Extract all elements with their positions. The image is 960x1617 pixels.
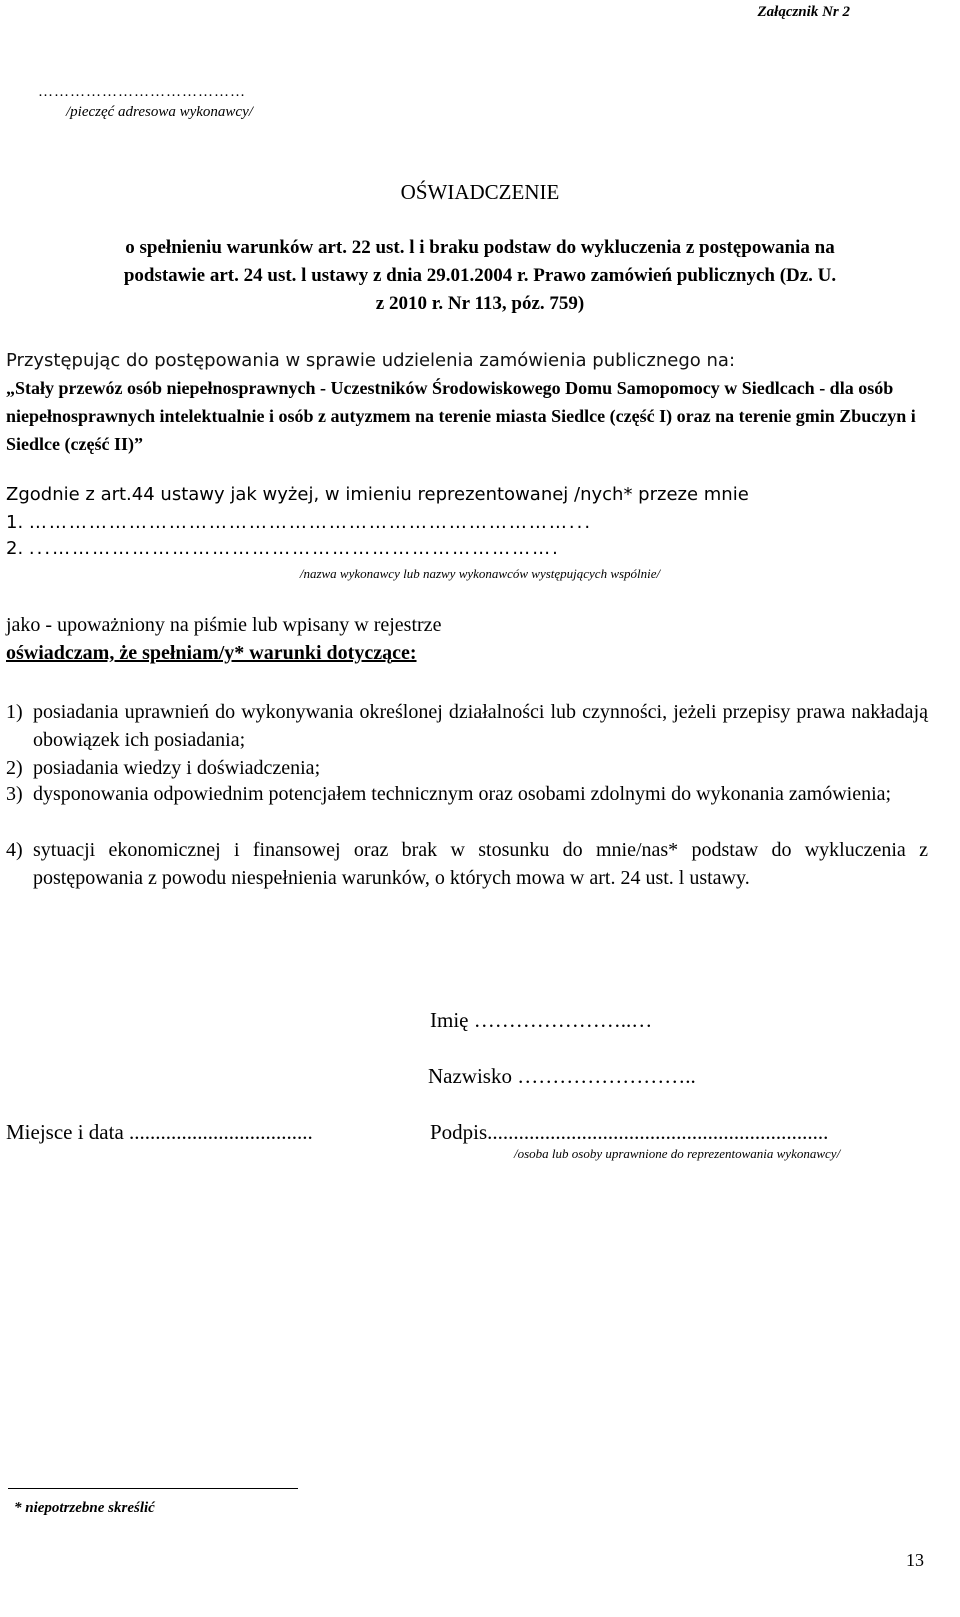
place-date-field: Miejsce i data ................................... bbox=[6, 1120, 313, 1144]
condition-text: dysponowania odpowiednim potencjałem technicznym oraz osobami zdolnymi do wykonania zamówienia; bbox=[33, 783, 892, 805]
condition-text: posiadania wiedzy i doświadczenia; bbox=[33, 757, 321, 779]
contractor-line-1-fill: ………………………………………………………………………... bbox=[28, 512, 593, 533]
intro-text: Przystępując do postępowania w sprawie udzielenia zamówienia publicznego na: bbox=[6, 350, 736, 371]
declaration-heading: oświadczam, że spełniam/y* warunki dotyczące: bbox=[6, 642, 417, 664]
contractor-line-2-number: 2. bbox=[6, 538, 24, 559]
footnote-divider bbox=[8, 1488, 298, 1489]
condition-item bbox=[6, 836, 928, 892]
condition-item bbox=[6, 754, 928, 782]
condition-item bbox=[6, 780, 928, 808]
contractor-line-1-number: 1. bbox=[6, 512, 24, 533]
contractor-line-1 bbox=[6, 512, 592, 533]
condition-text: posiadania uprawnień do wykonywania określonej działalności lub czynności, jeżeli przepisy prawa nakładają obowiązek ich posiadania; bbox=[33, 701, 928, 751]
surname-field: Nazwisko …………………….. bbox=[428, 1064, 696, 1088]
accordance-text: Zgodnie z art.44 ustawy jak wyżej, w imieniu reprezentowanej /nych* przeze mnie bbox=[6, 484, 749, 505]
page-number: 13 bbox=[906, 1550, 924, 1570]
document-subtitle bbox=[0, 234, 960, 318]
condition-number: 2) bbox=[6, 757, 23, 779]
contractor-caption: /nazwa wykonawcy lub nazwy wykonawców występujących wspólnie/ bbox=[299, 566, 661, 581]
condition-item bbox=[6, 698, 928, 754]
condition-number: 1) bbox=[6, 701, 23, 723]
condition-text: sytuacji ekonomicznej i finansowej oraz brak w stosunku do mnie/nas* podstaw do wykluczenia z postępowania z powodu niespełnienia warunków, o których mowa w art. 24 ust. l ustawy. bbox=[33, 839, 928, 889]
contractor-line-2-fill: ...…………………………………………………………………. bbox=[28, 538, 560, 559]
first-name-field: Imię …………………..… bbox=[430, 1008, 653, 1032]
condition-number: 3) bbox=[6, 783, 23, 805]
condition-number: 4) bbox=[6, 839, 23, 861]
document-title: OŚWIADCZENIE bbox=[400, 180, 560, 204]
attachment-label: Załącznik Nr 2 bbox=[757, 4, 850, 20]
contractor-line-2 bbox=[6, 538, 560, 559]
stamp-dots: ………………………………… bbox=[38, 84, 246, 100]
procurement-subject: „Stały przewóz osób niepełnosprawnych - Uczestników Środowiskowego Domu Samopomocy w Siedlcach - dla osób niepełnosprawnych intelektualnie i osób z autyzmem na terenie miasta Siedlce (część I) oraz na terenie gmin Zbuczyn i Siedlce (część II)” bbox=[6, 378, 916, 454]
stamp-label: /pieczęć adresowa wykonawcy/ bbox=[66, 104, 253, 120]
footnote: * niepotrzebne skreślić bbox=[14, 1500, 155, 1516]
signature-field: Podpis................................................................. bbox=[430, 1120, 829, 1144]
signature-caption: /osoba lub osoby uprawnione do reprezentowania wykonawcy/ bbox=[514, 1146, 841, 1161]
capacity-text: jako - upoważniony na piśmie lub wpisany w rejestrze bbox=[6, 614, 442, 636]
document-subtitle-text: o spełnieniu warunków art. 22 ust. l i braku podstaw do wykluczenia z postępowania na podstawie art. 24 ust. l ustawy z dnia 29.01.2004 r. Prawo zamówień publicznych (Dz. U. z 2010 r. Nr 113, póz. 759) bbox=[123, 237, 837, 314]
